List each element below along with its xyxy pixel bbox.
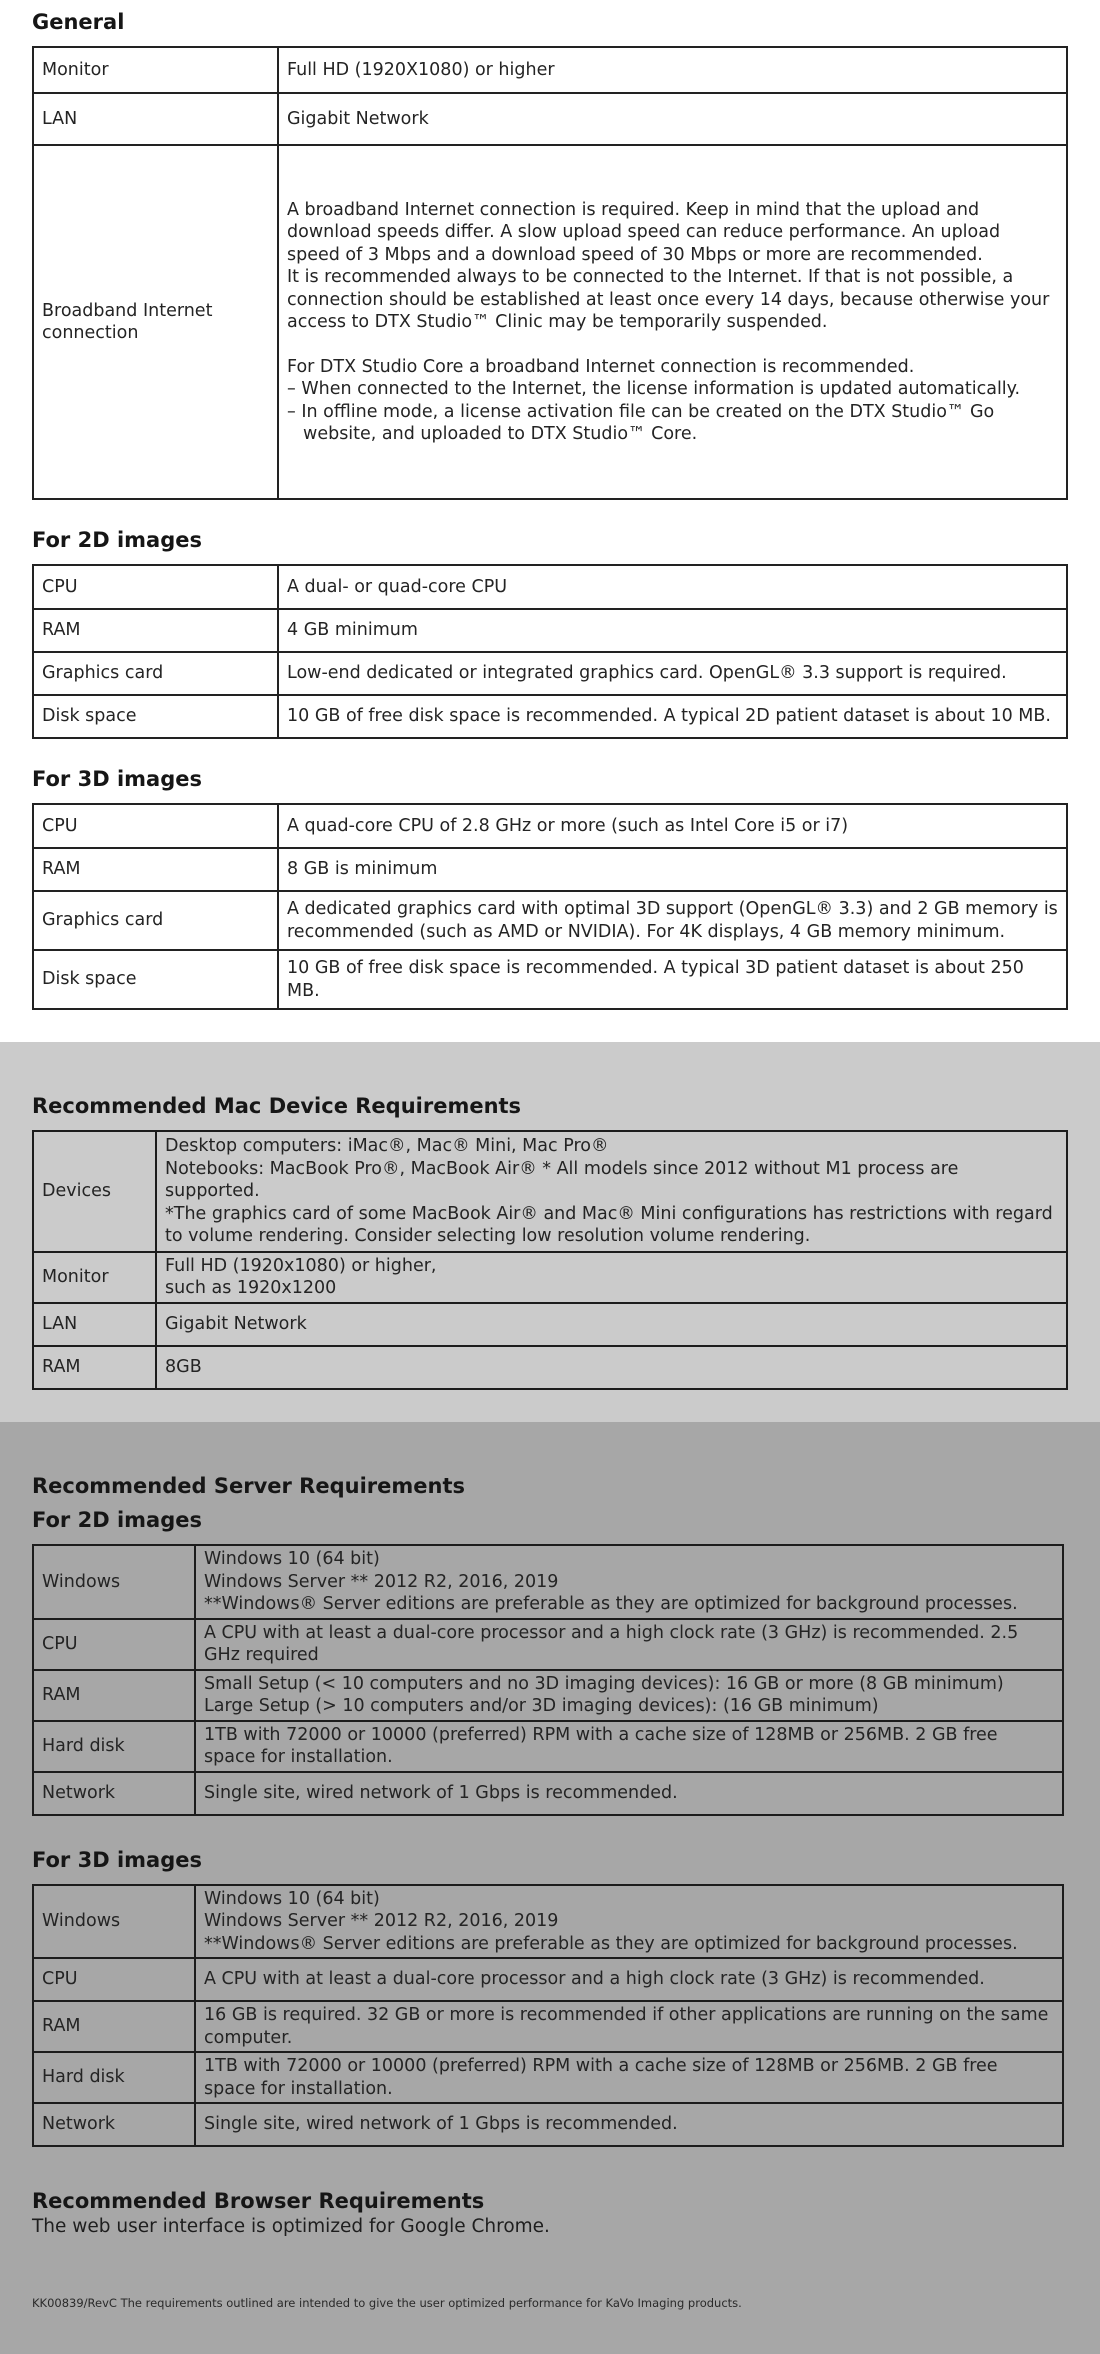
table-row bbox=[33, 652, 1067, 695]
row-value: A CPU with at least a dual-core processor and a high clock rate (3 GHz) is recommended. 2.5 GHz required bbox=[195, 1619, 1063, 1670]
mac-table bbox=[32, 1130, 1068, 1390]
value-line: such as 1920x1200 bbox=[165, 1278, 337, 1298]
value-line: Windows Server ** 2012 R2, 2016, 2019 bbox=[204, 1571, 559, 1592]
row-label: CPU bbox=[33, 804, 278, 848]
row-value: 8GB bbox=[156, 1346, 1067, 1389]
table-row bbox=[33, 848, 1067, 891]
row-value: 4 GB minimum bbox=[278, 609, 1067, 652]
table-row bbox=[33, 2052, 1063, 2103]
row-label: Broadband Internet connection bbox=[33, 145, 278, 499]
table-row bbox=[33, 1346, 1067, 1389]
row-value bbox=[195, 1670, 1063, 1721]
row-value: Full HD (1920X1080) or higher bbox=[278, 47, 1067, 93]
row-label: Network bbox=[33, 1772, 195, 1815]
table-row bbox=[33, 145, 1067, 499]
row-label: Monitor bbox=[33, 1252, 156, 1303]
images-3d-table bbox=[32, 803, 1068, 1010]
table-row bbox=[33, 93, 1067, 145]
server-requirements-section bbox=[0, 1422, 1100, 2354]
row-value bbox=[156, 1131, 1067, 1252]
value-line: **Windows® Server editions are preferable as they are optimized for background processes. bbox=[204, 1594, 1018, 1614]
row-value: Gigabit Network bbox=[156, 1303, 1067, 1346]
row-value: A dedicated graphics card with optimal 3D support (OpenGL® 3.3) and 2 GB memory is recommended (such as AMD or NVIDIA). For 4K displays, 4 GB memory minimum. bbox=[278, 891, 1067, 950]
row-label: Network bbox=[33, 2103, 195, 2146]
row-label: Windows bbox=[33, 1545, 195, 1619]
table-row bbox=[33, 695, 1067, 738]
row-label: Hard disk bbox=[33, 1721, 195, 1772]
value-line: Full HD (1920x1080) or higher, bbox=[165, 1255, 437, 1276]
footer-note: KK00839/RevC The requirements outlined are intended to give the user optimized performance for KaVo Imaging products. bbox=[32, 2296, 742, 2310]
value-line: Large Setup (> 10 computers and/or 3D imaging devices): (16 GB minimum) bbox=[204, 1696, 879, 1716]
table-row bbox=[33, 1721, 1063, 1772]
row-label: CPU bbox=[33, 565, 278, 609]
row-value: 10 GB of free disk space is recommended. A typical 3D patient dataset is about 250 MB. bbox=[278, 950, 1067, 1009]
table-row bbox=[33, 2103, 1063, 2146]
row-value: Gigabit Network bbox=[278, 93, 1067, 145]
value-line: *The graphics card of some MacBook Air® and Mac® Mini configurations has restrictions with regard to volume rendering. Consider selecting low resolution volume rendering. bbox=[165, 1203, 1053, 1246]
row-value: 1TB with 72000 or 10000 (preferred) RPM with a cache size of 128MB or 256MB. 2 GB free space for installation. bbox=[195, 2052, 1063, 2103]
row-label: RAM bbox=[33, 1346, 156, 1389]
mac-requirements-section bbox=[0, 1042, 1100, 1422]
value-line: Windows 10 (64 bit) bbox=[204, 1549, 380, 1569]
table-row bbox=[33, 565, 1067, 609]
images-2d-table bbox=[32, 564, 1068, 739]
row-value bbox=[156, 1252, 1067, 1303]
row-value: 1TB with 72000 or 10000 (preferred) RPM with a cache size of 128MB or 256MB. 2 GB free space for installation. bbox=[195, 1721, 1063, 1772]
table-row bbox=[33, 47, 1067, 93]
value-line: **Windows® Server editions are preferable as they are optimized for background processes. bbox=[204, 1933, 1018, 1954]
value-line: It is recommended always to be connected to the Internet. If that is not possible, a connection should be established at least once every 14 days, because otherwise your access to DTX Studio™ Clinic may be temporarily suspended. bbox=[287, 267, 1050, 332]
server-heading: Recommended Server Requirements bbox=[32, 1474, 465, 1498]
table-row bbox=[33, 1545, 1063, 1619]
mac-heading: Recommended Mac Device Requirements bbox=[32, 1094, 522, 1118]
value-line: Windows Server ** 2012 R2, 2016, 2019 bbox=[204, 1911, 559, 1931]
table-row bbox=[33, 1958, 1063, 2001]
table-row bbox=[33, 1885, 1063, 1959]
general-requirements-section bbox=[0, 0, 1100, 1042]
row-value: Low-end dedicated or integrated graphics card. OpenGL® 3.3 support is required. bbox=[278, 652, 1067, 695]
table-row bbox=[33, 950, 1067, 1009]
value-line: For DTX Studio Core a broadband Internet connection is recommended. bbox=[287, 356, 915, 377]
value-line: A broadband Internet connection is required. Keep in mind that the upload and download speeds differ. A slow upload speed can reduce performance. An upload speed of 3 Mbps and a download speed of 30 Mbps or more are recommended. bbox=[287, 199, 1001, 265]
row-label: CPU bbox=[33, 1958, 195, 2001]
row-label: Monitor bbox=[33, 47, 278, 93]
value-line: – When connected to the Internet, the license information is updated automatically. bbox=[287, 379, 1021, 399]
row-label: Hard disk bbox=[33, 2052, 195, 2103]
table-row bbox=[33, 1772, 1063, 1815]
server-2d-table bbox=[32, 1544, 1064, 1816]
table-row bbox=[33, 2001, 1063, 2052]
general-table bbox=[32, 46, 1068, 500]
value-line: website, and uploaded to DTX Studio™ Core. bbox=[303, 424, 698, 444]
value-line: Notebooks: MacBook Pro®, MacBook Air® * All models since 2012 without M1 process are supported. bbox=[165, 1158, 959, 1201]
server-3d-heading: For 3D images bbox=[32, 1847, 202, 1872]
row-value: 16 GB is required. 32 GB or more is recommended if other applications are running on the same computer. bbox=[195, 2001, 1063, 2052]
row-label: Windows bbox=[33, 1885, 195, 1959]
row-label: CPU bbox=[33, 1619, 195, 1670]
images-3d-heading: For 3D images bbox=[32, 767, 202, 791]
table-row bbox=[33, 1619, 1063, 1670]
table-row bbox=[33, 1303, 1067, 1346]
row-value: Single site, wired network of 1 Gbps is recommended. bbox=[195, 1772, 1063, 1815]
row-label: RAM bbox=[33, 2001, 195, 2052]
value-line: Windows 10 (64 bit) bbox=[204, 1888, 380, 1909]
row-value bbox=[195, 1885, 1063, 1959]
table-row bbox=[33, 1252, 1067, 1303]
row-label: Graphics card bbox=[33, 652, 278, 695]
row-value: A quad-core CPU of 2.8 GHz or more (such as Intel Core i5 or i7) bbox=[278, 804, 1067, 848]
row-value: 8 GB is minimum bbox=[278, 848, 1067, 891]
row-label: LAN bbox=[33, 1303, 156, 1346]
value-line: Desktop computers: iMac®, Mac® Mini, Mac Pro® bbox=[165, 1136, 609, 1156]
row-label: Graphics card bbox=[33, 891, 278, 950]
table-row bbox=[33, 804, 1067, 848]
row-label: Disk space bbox=[33, 950, 278, 1009]
table-row bbox=[33, 891, 1067, 950]
row-label: RAM bbox=[33, 848, 278, 891]
row-value: Single site, wired network of 1 Gbps is recommended. bbox=[195, 2103, 1063, 2146]
row-label: RAM bbox=[33, 609, 278, 652]
server-3d-table bbox=[32, 1884, 1064, 2148]
value-line: Small Setup (< 10 computers and no 3D imaging devices): 16 GB or more (8 GB minimum) bbox=[204, 1673, 1004, 1694]
row-label: Devices bbox=[33, 1131, 156, 1252]
table-row bbox=[33, 1131, 1067, 1252]
browser-text: The web user interface is optimized for Google Chrome. bbox=[32, 2216, 550, 2237]
row-value: A CPU with at least a dual-core processor and a high clock rate (3 GHz) is recommended. bbox=[195, 1958, 1063, 2001]
browser-heading: Recommended Browser Requirements bbox=[32, 2189, 485, 2213]
row-value: A dual- or quad-core CPU bbox=[278, 565, 1067, 609]
row-value bbox=[195, 1545, 1063, 1619]
row-label: RAM bbox=[33, 1670, 195, 1721]
row-label: Disk space bbox=[33, 695, 278, 738]
images-2d-heading: For 2D images bbox=[32, 528, 202, 552]
server-2d-heading: For 2D images bbox=[32, 1508, 202, 1532]
row-value: 10 GB of free disk space is recommended. A typical 2D patient dataset is about 10 MB. bbox=[278, 695, 1067, 738]
table-row bbox=[33, 609, 1067, 652]
row-label: LAN bbox=[33, 93, 278, 145]
table-row bbox=[33, 1670, 1063, 1721]
row-value bbox=[278, 145, 1067, 499]
general-heading: General bbox=[32, 10, 125, 34]
value-line: – In offline mode, a license activation file can be created on the DTX Studio™ Go bbox=[287, 401, 995, 422]
